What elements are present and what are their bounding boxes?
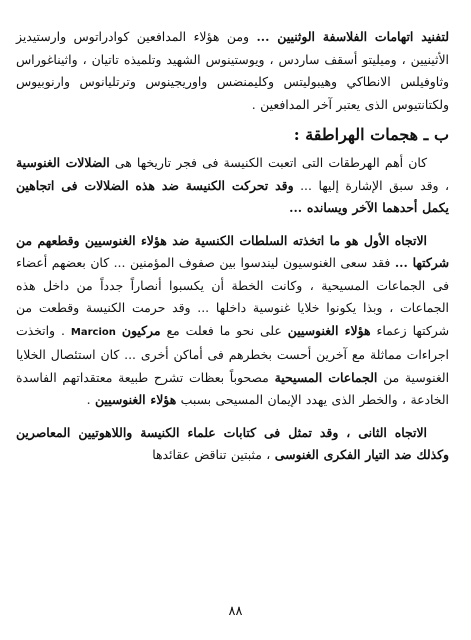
paragraph-gap (16, 220, 449, 230)
first-direction-text-4: مصحوباً بعظات تشرح طبيعة معتقداتهم الفاسدة الخادعة ، والخطر الذى يهدد الإيمان المسيحى بسبب (16, 369, 449, 407)
first-direction-text-5: . (86, 392, 95, 407)
paragraph-heresies (16, 152, 449, 220)
apologists-intro: لتفنيد اتهامات الفلاسفة الوثنيين ... (256, 29, 449, 44)
second-direction-title: الاتجاه الثانى ، وقد تمثل فى كتابات علماء الكنيسة واللاهوتيين المعاصرين وكذلك ضد التيار الفكرى الغنوسى (16, 424, 449, 462)
paragraph-second-direction (16, 422, 449, 467)
church-response-text: وقد تحركت الكنيسة ضد هذه الضلالات فى اتجاهين يكمل أحدهما الآخر ويسانده ... (16, 177, 449, 215)
second-direction-text: ، مثبتين تناقض عقائدها (152, 447, 275, 462)
section-heading: ب ـ هجمات الهراطقة : (293, 125, 449, 144)
marcion-arabic: مركيون (121, 322, 161, 338)
gnostics-term-1: هؤلاء الغنوسيين (287, 322, 371, 338)
first-direction-text-3: . واتخذت اجراءات مماثلة مع آخرين أحست بخطرهم فى أماكن أخرى ... كان استئصال الخلايا الغنوسية من (16, 322, 450, 385)
first-direction-title: الاتجاه الأول هو ما اتخذته السلطات الكنسية ضد هؤلاء الغنوسيين وقطعهم من شركتها ... (16, 232, 449, 270)
heresies-text-1: كان أهم الهرطقات التى اتعبت الكنيسة فى فجر تاريخها هى (109, 155, 427, 170)
marcion-latin: Marcion (70, 326, 116, 338)
christian-communities-term: الجماعات المسيحية (274, 369, 378, 385)
heresies-text-2: ، وقد سبق الإشارة إليها ... (293, 177, 450, 193)
first-direction-text-1: فقد سعى الغنوسيون ليندسوا بين صفوف المؤمنين ... كان بعضهم أعضاء فى الجماعات المسيحية ، وكانت الخطة أن يكسبوا أنصاراً جدداً من داخل هذه الجماعات ، وبذا يكونوا خلايا غنوسية داخلها ... وقد حرمت الكنيسة وقطعت من شركتها زعماء (16, 255, 449, 338)
paragraph-first-direction (16, 230, 449, 412)
apologists-list: ومن هؤلاء المدافعين كوادراتوس وارستيديز الأثينيين ، وميليتو أسقف ساردس ، ويوستينوس الشهيد وتلميذه تاتيان ، واثيناغوراس وثاوفيلس الانطاكي وهيبوليتس وكليمنضس واوريجينوس وترتليانوس وارنوبيوس ولكتانتيوس الذى يعتبر آخر المدافعين . (16, 29, 449, 112)
first-direction-text-2: على نحو ما فعلت مع (160, 322, 288, 338)
paragraph-gap-2 (16, 412, 449, 422)
document-page (16, 26, 449, 626)
paragraph-apologists (16, 26, 449, 116)
gnostics-term-2: هؤلاء الغنوسيين (94, 392, 177, 407)
page-number: ٨٨ (228, 604, 243, 619)
gnostic-errors-term: الضلالات الغنوسية (16, 155, 110, 170)
